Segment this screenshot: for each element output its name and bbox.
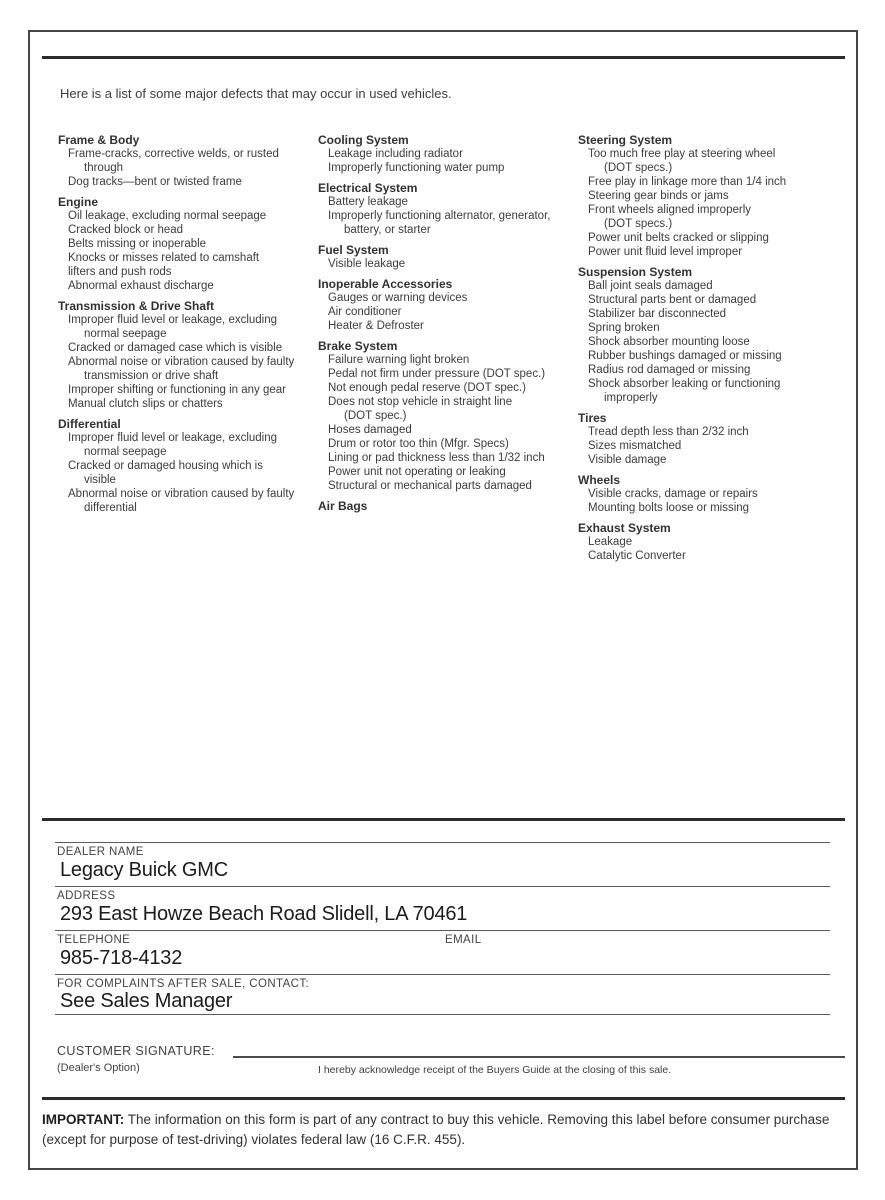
defect-item: differential — [84, 502, 137, 514]
section-title: Engine — [58, 195, 99, 209]
section-title: Wheels — [578, 473, 621, 487]
defect-section — [578, 473, 850, 515]
top-rule — [42, 56, 845, 59]
defect-item: Improperly functioning water pump — [328, 162, 505, 174]
defect-item: Manual clutch slips or chatters — [68, 398, 223, 410]
defect-item: Battery leakage — [328, 196, 408, 208]
defect-item: Stabilizer bar disconnected — [588, 308, 727, 320]
section-title: Brake System — [318, 339, 398, 353]
defect-item: Radius rod damaged or missing — [588, 364, 751, 376]
defect-item: Free play in linkage more than 1/4 inch — [588, 176, 787, 188]
telephone-label: TELEPHONE — [57, 934, 131, 946]
important-label: IMPORTANT: — [42, 1112, 125, 1127]
defect-section — [578, 411, 850, 467]
customer-signature-label: CUSTOMER SIGNATURE: — [57, 1044, 215, 1058]
section-title: Suspension System — [578, 265, 693, 279]
dealer-name-label: DEALER NAME — [57, 846, 144, 858]
section-title: Exhaust System — [578, 521, 671, 535]
important-text: The information on this form is part of any contract to buy this vehicle. Removing this label before consumer purchase (except for purpose of test-driving) violates federal law (16 C.F.R. 455). — [42, 1112, 830, 1147]
defect-item: Visible cracks, damage or repairs — [588, 488, 758, 500]
defect-item: Shock absorber mounting loose — [588, 336, 750, 348]
defect-item: transmission or drive shaft — [84, 370, 219, 382]
defect-item: Ball joint seals damaged — [588, 280, 713, 292]
defect-item: Tread depth less than 2/32 inch — [588, 426, 749, 438]
defect-item: Visible damage — [588, 454, 667, 466]
defect-item: visible — [84, 474, 116, 486]
defect-item: Drum or rotor too thin (Mfgr. Specs) — [328, 438, 509, 450]
dealers-option-label: (Dealer's Option) — [57, 1062, 140, 1074]
defect-item: Lining or pad thickness less than 1/32 inch — [328, 452, 545, 464]
defects-column-3 — [578, 133, 850, 563]
defect-item: Abnormal noise or vibration caused by faulty — [68, 356, 295, 368]
defect-item: Leakage — [588, 536, 633, 548]
defect-item: Oil leakage, excluding normal seepage — [68, 210, 267, 222]
defects-column-1 — [58, 133, 314, 515]
form-line — [55, 886, 830, 887]
defect-item: lifters and push rods — [68, 266, 172, 278]
dealer-name-value: Legacy Buick GMC — [60, 859, 228, 881]
defect-item: Not enough pedal reserve (DOT spec.) — [328, 382, 526, 394]
address-label: ADDRESS — [57, 890, 116, 902]
defect-item: normal seepage — [84, 446, 167, 458]
bottom-rule — [42, 1097, 845, 1100]
defect-section — [578, 521, 850, 563]
defect-section — [318, 339, 576, 493]
defect-item: Visible leakage — [328, 258, 406, 270]
defect-item: Pedal not firm under pressure (DOT spec.) — [328, 368, 546, 380]
defect-item: Front wheels aligned improperly — [588, 204, 751, 216]
acknowledgement-text: I hereby acknowledge receipt of the Buyers Guide at the closing of this sale. — [318, 1064, 672, 1076]
defect-section — [58, 133, 314, 189]
defect-section — [318, 277, 576, 333]
defect-item: Improper fluid level or leakage, excluding — [68, 314, 278, 326]
complaints-label: FOR COMPLAINTS AFTER SALE, CONTACT: — [57, 978, 310, 990]
important-notice — [42, 1110, 844, 1149]
defect-section — [58, 299, 314, 411]
intro-text: Here is a list of some major defects that may occur in used vehicles. — [60, 86, 452, 101]
form-line — [55, 1014, 830, 1015]
defect-item: Structural or mechanical parts damaged — [328, 480, 532, 492]
defect-item: (DOT spec.) — [344, 410, 407, 422]
section-title: Cooling System — [318, 133, 409, 147]
section-title: Fuel System — [318, 243, 389, 257]
defect-item: Leakage including radiator — [328, 148, 463, 160]
defect-item: (DOT specs.) — [604, 218, 673, 230]
defect-item: Shock absorber leaking or functioning — [588, 378, 781, 390]
defects-column-2 — [318, 133, 576, 513]
defect-item: Failure warning light broken — [328, 354, 470, 366]
section-title: Frame & Body — [58, 133, 140, 147]
form-line — [55, 842, 830, 843]
defect-item: Too much free play at steering wheel — [588, 148, 776, 160]
defect-item: through — [84, 162, 124, 174]
defect-item: Cracked or damaged housing which is — [68, 460, 263, 472]
defect-item: Improper shifting or functioning in any gear — [68, 384, 286, 396]
defect-item: Abnormal noise or vibration caused by faulty — [68, 488, 295, 500]
defect-item: Improperly functioning alternator, generator, — [328, 210, 551, 222]
defect-item: Gauges or warning devices — [328, 292, 468, 304]
section-title: Electrical System — [318, 181, 418, 195]
section-title: Steering System — [578, 133, 673, 147]
defect-item: Power unit not operating or leaking — [328, 466, 506, 478]
form-top-rule — [42, 818, 845, 821]
defect-item: Air conditioner — [328, 306, 402, 318]
defect-item: Belts missing or inoperable — [68, 238, 207, 250]
defect-item: Power unit fluid level improper — [588, 246, 743, 258]
defect-item: Rubber bushings damaged or missing — [588, 350, 782, 362]
defect-item: Hoses damaged — [328, 424, 412, 436]
defect-item: Mounting bolts loose or missing — [588, 502, 750, 514]
defect-section — [58, 417, 314, 515]
defect-item: Structural parts bent or damaged — [588, 294, 757, 306]
defect-item: Frame-cracks, corrective welds, or rusted — [68, 148, 279, 160]
defect-item: normal seepage — [84, 328, 167, 340]
defect-item: Spring broken — [588, 322, 660, 334]
defect-item: Cracked or damaged case which is visible — [68, 342, 283, 354]
customer-signature-line — [233, 1042, 845, 1058]
telephone-value: 985-718-4132 — [60, 947, 183, 969]
defect-item: (DOT specs.) — [604, 162, 673, 174]
defect-item: Sizes mismatched — [588, 440, 682, 452]
defect-item: improperly — [604, 392, 658, 404]
defect-item: Knocks or misses related to camshaft — [68, 252, 260, 264]
section-title: Differential — [58, 417, 121, 431]
defect-item: Dog tracks—bent or twisted frame — [68, 176, 242, 188]
address-value: 293 East Howze Beach Road Slidell, LA 70461 — [60, 903, 468, 925]
form-line — [55, 930, 830, 931]
defect-section — [318, 499, 576, 513]
defect-item: Cracked block or head — [68, 224, 184, 236]
defect-section — [578, 265, 850, 405]
defect-section — [318, 243, 576, 271]
section-title: Inoperable Accessories — [318, 277, 453, 291]
section-title: Transmission & Drive Shaft — [58, 299, 215, 313]
complaints-value: See Sales Manager — [60, 990, 233, 1012]
defect-item: Catalytic Converter — [588, 550, 686, 562]
defect-section — [578, 133, 850, 259]
section-title: Tires — [578, 411, 607, 425]
defect-item: Power unit belts cracked or slipping — [588, 232, 769, 244]
section-title: Air Bags — [318, 499, 368, 513]
defect-item: Improper fluid level or leakage, excluding — [68, 432, 278, 444]
form-line — [55, 974, 830, 975]
defect-item: Steering gear binds or jams — [588, 190, 729, 202]
defect-section — [58, 195, 314, 293]
defect-item: Does not stop vehicle in straight line — [328, 396, 513, 408]
defect-item: Heater & Defroster — [328, 320, 424, 332]
defect-item: Abnormal exhaust discharge — [68, 280, 214, 292]
defect-item: battery, or starter — [344, 224, 431, 236]
defect-section — [318, 133, 576, 175]
defect-section — [318, 181, 576, 237]
email-label: EMAIL — [445, 934, 482, 946]
